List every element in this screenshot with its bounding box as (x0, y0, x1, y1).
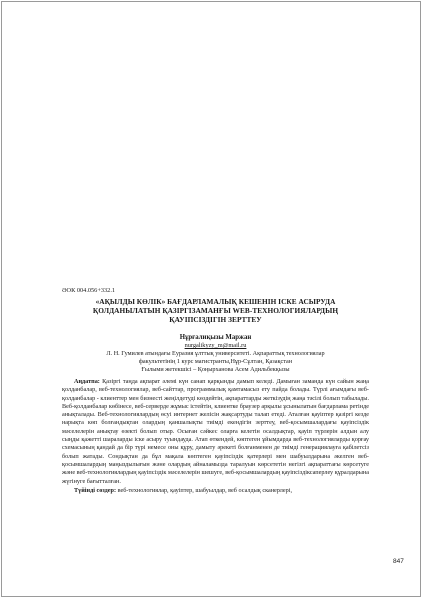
page-number: 847 (393, 558, 404, 565)
author-name: Нұрғалиқызы Маржан (179, 334, 252, 341)
abstract-text: Қазіргі таңда ақпарат әлемі күн санап қарқынды дамып келеді. Дамыған заманда күн сайын жаңа қолданбалар, веб-технологиялар, веб-сайттар, программалық қамтамасыз ету пайда болады. Түрлі ағымдағы веб-қолданбалар - клиенттер мен бизнесті жеңілдетуді көздейтін, ақпараттарды жеткізудің жаңа тәсілі болып табылады. Веб-қолданбалар көбінесе, веб-серверде жұмыс істейтін, клиентке браузер арқылы ұсынылатын бағдарлама ретінде анықталады. Веб-технологиялардың өсуі интернет желісін жақсартуды талап етеді. Аталған қауіптер қазіргі кезде нарықта көп болғандықтан олардың қаншалықты тиімді екендігін зерттеу, веб-қосымшалардағы қауіпсіздік мәселелерін анықтау өзекті болып отыр. Осыған сәйкес оларға келетін осалдықтар, қауіп түрлерін алдын алу сыңды қажетті шараларды іске асыру туындауда. Атап өткендей, көптеген ұйымдарда веб-технологияларды қорғау схемасының қандай да бір түрі немесе оны құру, дамыту әрекеті болғанменен де тиімді генерациялауға қабілетсіз болып жатады. Сондықтан да бұл мақала көптеген қауіпсіздік қатерлері мен шабуылдарына әкелген веб-қосымшалардың маңыздылығын және олардың айналамызда таралуын көрсететін негізгі ақпараттағы көрсетуге және веб-технологиялардың қауіпсіздік мәселелерін шешуге, веб-қосымшалардың қауіпсіздіксаперлеу құралдарына жүгінуге бағытталған. (62, 378, 370, 485)
article-body (62, 287, 369, 495)
title-line: «АҚЫЛДЫ КӨЛІК» БАҒДАРЛАМАЛЫҚ КЕШЕНІН ІСКЕ АСЫРУДА (95, 297, 336, 306)
affiliation-line: Л. Н. Гумилев атындағы Еуразия ұлттық университеті. Ақпараттық технологиялар (106, 350, 325, 357)
keywords (62, 487, 369, 495)
article-title (62, 297, 369, 324)
affiliation-line: факультетінің 1 курс магистранты,Нұр-Сұлтан, Қазақстан (138, 358, 293, 365)
keywords-label: Түйінді сөздер: (74, 486, 117, 494)
title-line: ҚОЛДАНЫЛАТЫН ҚАЗІРГІЗАМАНҒЫ WEB-ТЕХНОЛОГИЯЛАРДЫҢ (92, 306, 339, 315)
affiliation (62, 350, 369, 374)
document-page (1, 1, 421, 597)
title-line: ҚАУІПСІЗДІГІН ЗЕРТТЕУ (169, 315, 262, 324)
keywords-text: веб-технологиялар, қауіптер, шабуылдар, веб осалдық сканерлері, (117, 486, 292, 494)
abstract (62, 378, 369, 486)
author-email-link[interactable]: nurgalikyzy_m@mail.ru (184, 342, 247, 349)
abstract-label: Аңдатпа: (74, 378, 100, 385)
advisor-line: Ғылыми жетекшісі – Қоңырханова Асем Адильбекқызы (141, 366, 290, 373)
udk-code: ӘОК 004.056+332.1 (62, 287, 116, 294)
